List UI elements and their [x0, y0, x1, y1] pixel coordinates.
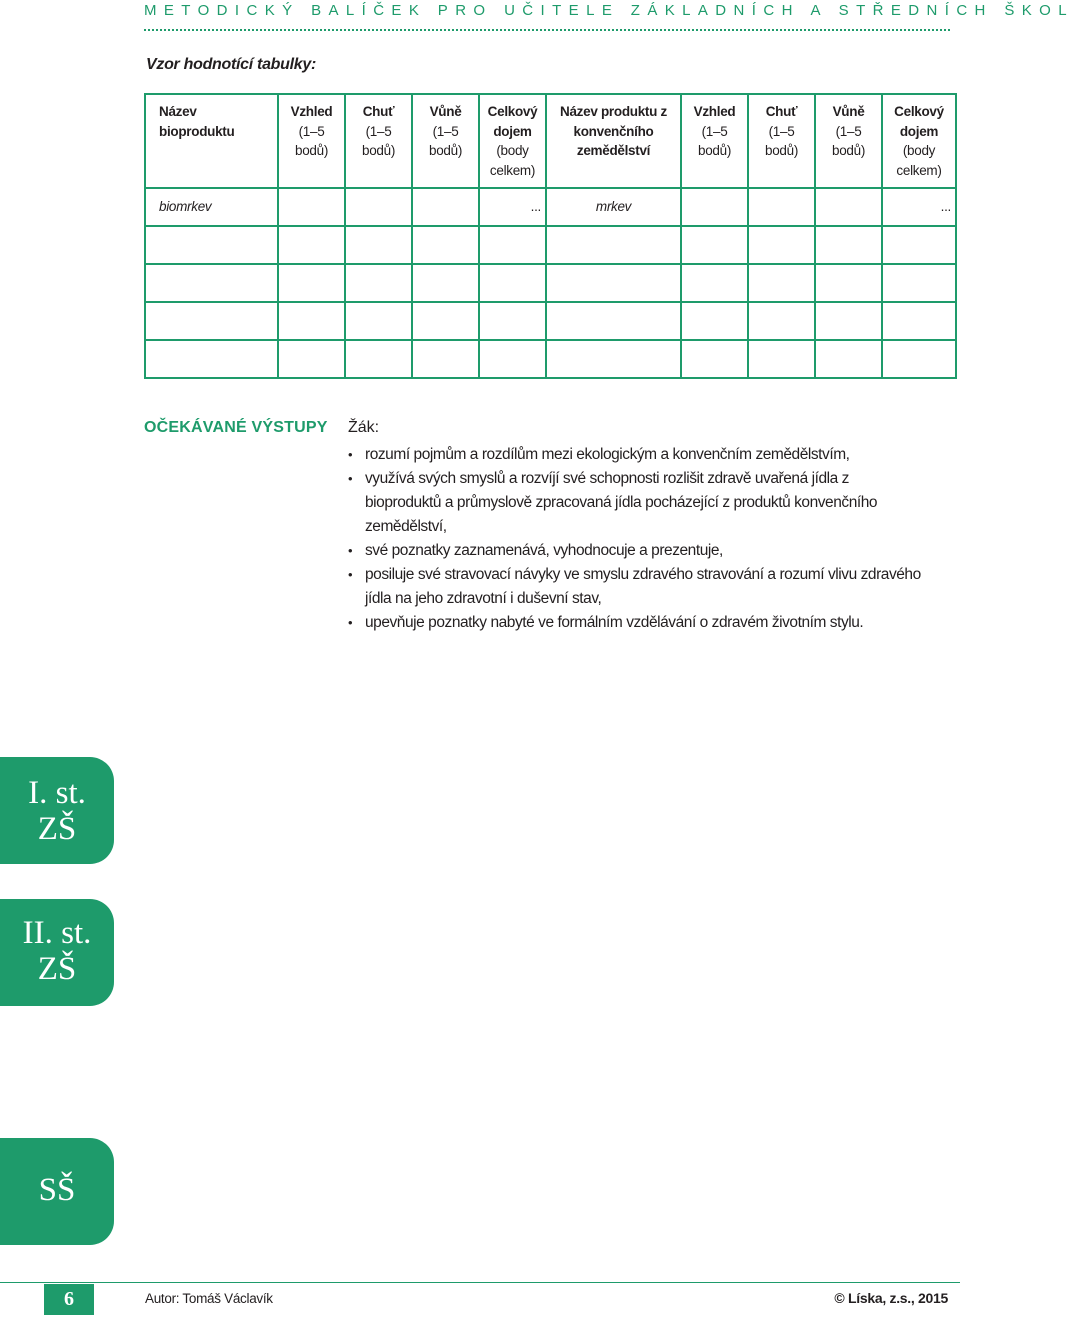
table-cell: [345, 188, 412, 226]
page-number: 6: [44, 1284, 94, 1315]
header-cell-bio-appearance: Vzhled (1–5 bodů): [278, 94, 345, 188]
table-cell: [882, 226, 956, 264]
table-cell: [815, 188, 882, 226]
footer-author: Autor: Tomáš Václavík: [145, 1291, 273, 1306]
list-item: • rozumí pojmům a rozdílům mezi ekologickým a konvenčním zemědělstvím,: [348, 443, 928, 467]
student-intro: Žák:: [348, 419, 380, 436]
table-cell: [345, 264, 412, 302]
table-cell: [882, 302, 956, 340]
table-cell: [412, 264, 479, 302]
table-cell: [479, 302, 546, 340]
table-cell: [815, 340, 882, 378]
table-cell: [412, 188, 479, 226]
table-cell: [748, 340, 815, 378]
expected-outcomes-heading: OČEKÁVANÉ VÝSTUPY: [144, 419, 328, 436]
table-row: [145, 340, 956, 378]
header-cell-conv-name: Název produktu z konvenčního zemědělství: [546, 94, 681, 188]
table-row: [145, 226, 956, 264]
header-cell-conv-taste: Chuť (1–5 bodů): [748, 94, 815, 188]
level-tab-line: SŠ: [38, 1172, 76, 1208]
list-item: • využívá svých smyslů a rozvíjí své schopnosti rozlišit zdravě uvařená jídla z bioproduktů a průmyslově zpracovaná jídla pocházející z produktů konvenčního zemědělství,: [348, 467, 928, 539]
level-tab-line: II. st.: [22, 915, 92, 951]
table-cell: [882, 264, 956, 302]
table-cell: [815, 302, 882, 340]
table-cell: [278, 226, 345, 264]
page-header: [144, 0, 1074, 32]
table-row: [145, 188, 956, 226]
header-cell-bio-taste: Chuť (1–5 bodů): [345, 94, 412, 188]
table-cell: [345, 340, 412, 378]
table-cell: [546, 264, 681, 302]
table-cell: [479, 340, 546, 378]
cell-bio-product: biomrkev: [145, 188, 278, 226]
header-divider: [144, 29, 950, 31]
level-tab-line: ZŠ: [37, 811, 77, 847]
list-item: • upevňuje poznatky nabyté ve formálním vzdělávání o zdravém životním stylu.: [348, 611, 928, 635]
table-cell: [748, 264, 815, 302]
table-header-row: [145, 94, 956, 188]
table-cell: [145, 302, 278, 340]
table-cell: [546, 226, 681, 264]
table-cell: [748, 226, 815, 264]
table-cell: [278, 188, 345, 226]
table-cell: [815, 264, 882, 302]
table-cell: [748, 188, 815, 226]
cell-bio-dots: ...: [479, 188, 546, 226]
table-row: [145, 302, 956, 340]
table-title: Vzor hodnotící tabulky:: [146, 56, 316, 73]
header-title: METODICKÝ BALÍČEK PRO UČITELE ZÁKLADNÍCH A STŘEDNÍCH ŠKOL: [144, 2, 1074, 19]
table-cell: [278, 302, 345, 340]
table-cell: [479, 226, 546, 264]
header-cell-bio-smell: Vůně (1–5 bodů): [412, 94, 479, 188]
cell-conv-dots: ...: [882, 188, 956, 226]
table-cell: [145, 340, 278, 378]
footer-copyright: © Líska, z.s., 2015: [834, 1290, 948, 1306]
table-cell: [345, 226, 412, 264]
table-cell: [748, 302, 815, 340]
footer-divider: [0, 1282, 960, 1283]
header-cell-conv-smell: Vůně (1–5 bodů): [815, 94, 882, 188]
table-cell: [546, 302, 681, 340]
table-cell: [815, 226, 882, 264]
level-tab-primary-2: [0, 899, 114, 1006]
outcomes-list: [348, 443, 928, 635]
header-cell-conv-appearance: Vzhled (1–5 bodů): [681, 94, 748, 188]
table-cell: [681, 188, 748, 226]
table-cell: [278, 264, 345, 302]
table-cell: [345, 302, 412, 340]
level-tab-line: ZŠ: [37, 951, 77, 987]
header-cell-bio-name: Název bioproduktu: [145, 94, 278, 188]
level-tab-primary-1: [0, 757, 114, 864]
list-item: • své poznatky zaznamenává, vyhodnocuje a prezentuje,: [348, 539, 928, 563]
table-cell: [278, 340, 345, 378]
table-cell: [681, 302, 748, 340]
table-cell: [412, 340, 479, 378]
table-row: [145, 264, 956, 302]
table-cell: [681, 340, 748, 378]
header-cell-conv-overall: Celkový dojem (body celkem): [882, 94, 956, 188]
header-cell-bio-overall: Celkový dojem (body celkem): [479, 94, 546, 188]
table-cell: [412, 302, 479, 340]
table-cell: [412, 226, 479, 264]
table-cell: [479, 264, 546, 302]
table-cell: [681, 226, 748, 264]
level-tab-secondary: [0, 1138, 114, 1245]
table-cell: [882, 340, 956, 378]
cell-conv-product: mrkev: [546, 188, 681, 226]
table-cell: [681, 264, 748, 302]
table-cell: [145, 226, 278, 264]
level-tab-line: I. st.: [28, 775, 86, 811]
table-cell: [145, 264, 278, 302]
table-cell: [546, 340, 681, 378]
list-item: • posiluje své stravovací návyky ve smyslu zdravého stravování a rozumí vlivu zdravého jídla na jeho zdravotní i duševní stav,: [348, 563, 928, 611]
evaluation-table: [144, 93, 957, 379]
